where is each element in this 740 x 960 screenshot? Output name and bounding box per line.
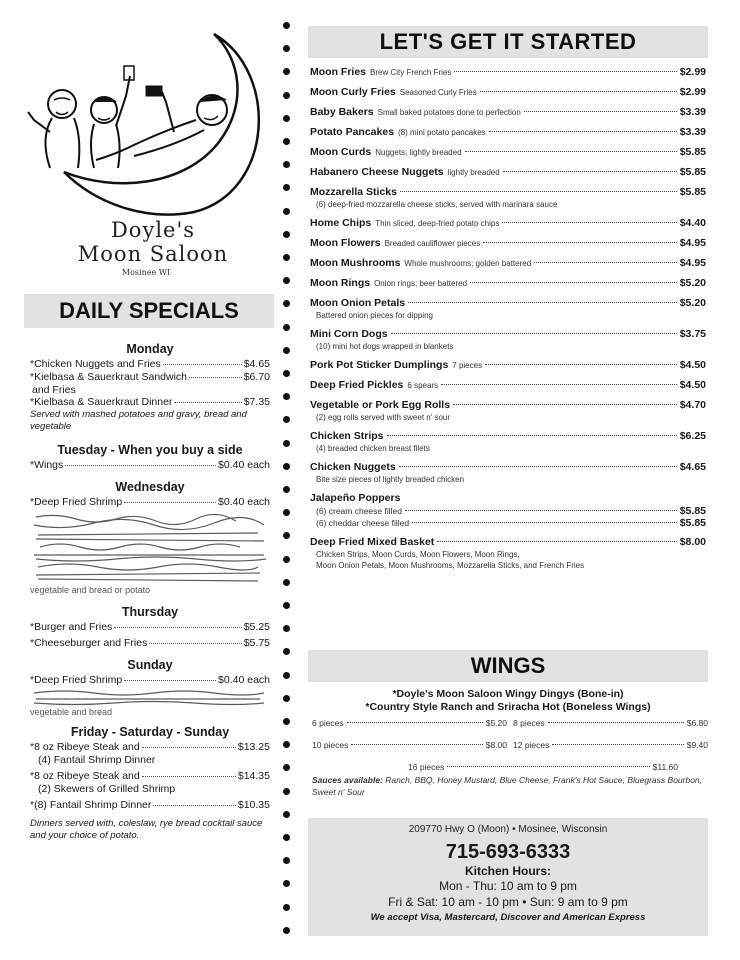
item-desc: Small baked potatoes done to perfection (377, 108, 521, 117)
item-name: Moon Mushrooms (310, 257, 401, 269)
special-note: Dinners served with, coleslaw, rye bread cocktail sauce and your choice of potato. (30, 818, 263, 841)
item-sub: (10) mini hot dogs wrapped in blankets (316, 342, 454, 351)
menu-item (310, 430, 706, 454)
day-heading-thursday: Thursday (121, 605, 179, 619)
item-desc: Whole mushrooms; golden battered (404, 259, 532, 268)
item-desc: Thin sliced, deep-fried potato chips (375, 219, 500, 228)
item-name: Deep Fried Pickles (310, 379, 404, 391)
item-name: Moon Rings (310, 277, 371, 289)
divider-dot (283, 834, 290, 841)
wings-line2: *Country Style Ranch and Sriracha Hot (Boneless Wings) (365, 701, 651, 713)
divider-dot (283, 416, 290, 423)
wings-heading (308, 688, 708, 714)
special-row (30, 358, 270, 371)
wing-count: 6 pieces (312, 718, 344, 728)
sauces-label: Sauces available: (312, 775, 383, 785)
menu-item-mixed-basket (310, 536, 706, 571)
item-name: Habanero Cheese Nuggets (310, 166, 444, 178)
special-sub: and Fries (32, 384, 76, 396)
divider-dot (283, 440, 290, 447)
item-price: $4.65 (679, 461, 706, 473)
item-desc: Brew City French Fries (370, 68, 452, 77)
item-price: $4.95 (679, 257, 706, 269)
menu-item-jalapeno-poppers (310, 492, 706, 529)
item-price: $4.70 (679, 399, 706, 411)
item-price: $5.85 (679, 186, 706, 198)
item-price: $2.99 (679, 66, 706, 78)
wing-price-row (513, 718, 708, 728)
special-price: $0.40 each (218, 674, 270, 686)
special-name: *Chicken Nuggets and Fries (30, 358, 161, 370)
special-name: *Kielbasa & Sauerkraut Dinner (30, 396, 173, 408)
item-name: Baby Bakers (310, 106, 374, 118)
right-column (308, 0, 708, 960)
special-name: *Wings (30, 459, 64, 471)
divider-dot (283, 22, 290, 29)
item-name: Moon Onion Petals (310, 297, 406, 309)
wing-count: 10 pieces (312, 740, 349, 750)
special-price: $4.65 (243, 358, 270, 370)
sauces-available (312, 774, 708, 798)
divider-dot (283, 254, 290, 261)
special-name: *(8) Fantail Shrimp Dinner (30, 799, 152, 811)
divider-dot (283, 463, 290, 470)
item-name: Moon Flowers (310, 237, 381, 249)
menu-item (310, 379, 706, 392)
special-price: $0.40 each (218, 459, 270, 471)
divider-dot (283, 904, 290, 911)
dot-divider (283, 22, 293, 952)
divider-dot (283, 625, 290, 632)
sauces-text: Ranch, BBQ, Honey Mustard, Blue Cheese, Frank's Hot Sauce, Bluegrass Bourbon, Sweet n' Sour (312, 775, 703, 797)
moon-people-illustration (24, 22, 274, 222)
option-name: (6) cheddar cheese filled (316, 518, 410, 528)
special-price: $5.25 (243, 621, 270, 633)
item-desc: lightly breaded (447, 168, 500, 177)
menu-item (310, 399, 706, 423)
redaction-scribble (30, 511, 270, 603)
item-name: Potato Pancakes (310, 126, 395, 138)
divider-dot (283, 68, 290, 75)
special-price: $7.35 (243, 396, 270, 408)
wings-line1: *Doyle's Moon Saloon Wingy Dingys (Bone-in) (392, 688, 624, 700)
menu-item (310, 257, 706, 270)
day-heading-wednesday: Wednesday (115, 480, 185, 494)
divider-dot (283, 208, 290, 215)
wing-count: 12 pieces (513, 740, 550, 750)
daily-specials-banner: DAILY SPECIALS (24, 294, 274, 328)
item-name: Chicken Nuggets (310, 461, 396, 473)
divider-dot (283, 648, 290, 655)
item-name: Mini Corn Dogs (310, 328, 388, 340)
special-price: $6.70 (243, 371, 270, 383)
divider-dot (283, 347, 290, 354)
divider-dot (283, 45, 290, 52)
item-price: $3.39 (679, 126, 706, 138)
divider-dot (283, 277, 290, 284)
special-sub: (2) Skewers of Grilled Shrimp (38, 783, 176, 795)
item-price: $5.20 (679, 297, 706, 309)
logo-name-line2: Moon Saloon (77, 242, 229, 266)
divider-dot (283, 880, 290, 887)
divider-dot (283, 602, 290, 609)
item-price: $5.85 (679, 166, 706, 178)
option-name: (6) cream cheese filled (316, 506, 402, 516)
day-heading-sunday: Sunday (127, 658, 173, 672)
item-name: Chicken Strips (310, 430, 384, 442)
item-desc: (8) mini potato pancakes (398, 128, 486, 137)
divider-dot (283, 115, 290, 122)
item-name: Moon Curly Fries (310, 86, 396, 98)
day-heading-tuesday: Tuesday - When you buy a side (57, 443, 243, 457)
redacted-tail: vegetable and bread (30, 707, 113, 717)
appetizers-banner: LET'S GET IT STARTED (308, 26, 708, 58)
special-row (30, 741, 270, 754)
special-row (30, 396, 270, 409)
divider-dot (283, 509, 290, 516)
special-row (30, 459, 270, 472)
logo-name (68, 218, 238, 266)
day-heading-monday: Monday (126, 342, 174, 356)
menu-item (310, 186, 706, 210)
wing-count: 16 pieces (408, 762, 445, 772)
wing-price: $8.00 (485, 740, 507, 750)
item-option (310, 517, 706, 529)
special-price: $0.40 each (218, 496, 270, 508)
special-note: Served with mashed potatoes and gravy, bread and vegetable (30, 409, 247, 432)
divider-dot (283, 532, 290, 539)
item-sub: (4) breaded chicken breast filets (316, 444, 430, 453)
item-price: $4.50 (679, 379, 706, 391)
divider-dot (283, 857, 290, 864)
divider-dot (283, 927, 290, 934)
divider-dot (283, 695, 290, 702)
item-desc: Nuggets; lightly breaded (375, 148, 462, 157)
menu-item (310, 106, 706, 119)
menu-item (310, 359, 706, 372)
moon-saloon-logo (24, 22, 274, 282)
divider-dot (283, 764, 290, 771)
option-price: $5.85 (679, 505, 706, 517)
wing-price-row (312, 718, 507, 728)
phone-number: 715-693-6333 (445, 841, 571, 863)
divider-dot (283, 718, 290, 725)
wings-banner: WINGS (308, 650, 708, 682)
special-price: $10.35 (237, 799, 270, 811)
special-price: $14.35 (237, 770, 270, 782)
item-name: Pork Pot Sticker Dumplings (310, 359, 449, 371)
wing-price: $5.20 (485, 718, 507, 728)
menu-item (310, 297, 706, 321)
item-desc: Seasoned Curly Fries (399, 88, 477, 97)
wing-price: $9.40 (686, 740, 708, 750)
item-name: Vegetable or Pork Egg Rolls (310, 399, 451, 411)
menu-item (310, 66, 706, 79)
item-price: $2.99 (679, 86, 706, 98)
logo-location: Mosinee WI (121, 268, 171, 277)
divider-dot (283, 138, 290, 145)
special-price: $5.75 (243, 637, 270, 649)
divider-dot (283, 393, 290, 400)
divider-dot (283, 92, 290, 99)
item-desc: 7 pieces (452, 361, 483, 370)
special-row (30, 770, 270, 783)
menu-item (310, 217, 706, 230)
divider-dot (283, 579, 290, 586)
item-name: Home Chips (310, 217, 372, 229)
item-price: $5.85 (679, 146, 706, 158)
wing-price-row (513, 740, 708, 750)
menu-item (310, 126, 706, 139)
kitchen-hours-title: Kitchen Hours: (464, 864, 551, 878)
hours-weekend: Fri & Sat: 10 am - 10 pm • Sun: 9 am to 9 pm (388, 895, 628, 909)
special-sub: (4) Fantail Shrimp Dinner (38, 754, 156, 766)
divider-dot (283, 184, 290, 191)
divider-dot (283, 486, 290, 493)
payment-methods: We accept Visa, Mastercard, Discover and American Express (370, 912, 646, 923)
item-desc: Breaded cauliflower pieces (384, 239, 481, 248)
item-name: Moon Curds (310, 146, 372, 158)
special-name: *Burger and Fries (30, 621, 113, 633)
item-sub: Moon Onion Petals, Moon Mushrooms, Mozzarella Sticks, and French Fries (316, 561, 585, 570)
info-box (308, 818, 708, 936)
daily-specials-list (30, 338, 270, 842)
wing-price: $11.60 (652, 762, 678, 772)
wing-price: $6.80 (686, 718, 708, 728)
item-price: $5.20 (679, 277, 706, 289)
divider-dot (283, 370, 290, 377)
item-price: $6.25 (679, 430, 706, 442)
item-sub: Battered onion pieces for dipping (316, 311, 433, 320)
redacted-tail: vegetable and bread or potato (30, 585, 151, 595)
divider-dot (283, 788, 290, 795)
menu-item (310, 237, 706, 250)
item-sub: Bite size pieces of lightly breaded chicken (316, 475, 465, 484)
item-price: $4.95 (679, 237, 706, 249)
option-price: $5.85 (679, 517, 706, 529)
item-price: $3.75 (679, 328, 706, 340)
special-row (30, 496, 270, 509)
item-option (310, 505, 706, 517)
divider-dot (283, 741, 290, 748)
item-name: Jalapeño Poppers (310, 492, 401, 504)
divider-dot (283, 300, 290, 307)
special-row (30, 621, 270, 634)
menu-item (310, 166, 706, 179)
special-name: *Cheeseburger and Fries (30, 637, 148, 649)
divider-dot (283, 672, 290, 679)
special-name: *Deep Fried Shrimp (30, 496, 123, 508)
wing-count: 8 pieces (513, 718, 545, 728)
special-name: *Deep Fried Shrimp (30, 674, 123, 686)
special-name: *8 oz Ribeye Steak and (30, 770, 140, 782)
item-price: $8.00 (679, 536, 706, 548)
special-price: $13.25 (237, 741, 270, 753)
divider-dot (283, 161, 290, 168)
special-name: *8 oz Ribeye Steak and (30, 741, 140, 753)
menu-item (310, 277, 706, 290)
redaction-scribble (30, 689, 270, 719)
item-sub: (2) egg rolls served with sweet n' sour (316, 413, 451, 422)
appetizer-list (310, 66, 706, 578)
item-desc: Onion rings; beer battered (374, 279, 468, 288)
special-row (30, 674, 270, 687)
hours-weekday: Mon - Thu: 10 am to 9 pm (439, 879, 577, 893)
special-row (30, 371, 270, 384)
divider-dot (283, 811, 290, 818)
item-name: Moon Fries (310, 66, 367, 78)
wing-price-row (408, 762, 678, 772)
item-price: $4.50 (679, 359, 706, 371)
divider-dot (283, 556, 290, 563)
menu-item (310, 146, 706, 159)
menu-item (310, 328, 706, 352)
item-price: $4.40 (679, 217, 706, 229)
item-sub: (6) deep-fried mozzarella cheese sticks, served with marinara sauce (316, 200, 558, 209)
special-row (30, 637, 270, 650)
divider-dot (283, 231, 290, 238)
item-sub: Chicken Strips, Moon Curds, Moon Flowers, Moon Rings, (316, 550, 520, 559)
day-heading-weekend: Friday - Saturday - Sunday (70, 725, 230, 739)
logo-name-line1: Doyle's (110, 218, 196, 242)
special-row (30, 799, 270, 812)
address: 209770 Hwy O (Moon) • Mosinee, Wisconsin (408, 824, 608, 835)
menu-item (310, 461, 706, 485)
left-column (24, 0, 274, 960)
wing-price-row (312, 740, 507, 750)
divider-dot (283, 324, 290, 331)
item-name: Deep Fried Mixed Basket (310, 536, 435, 548)
item-desc: 6 spears (407, 381, 439, 390)
item-name: Mozzarella Sticks (310, 186, 397, 198)
item-price: $3.39 (679, 106, 706, 118)
special-name: *Kielbasa & Sauerkraut Sandwich (30, 371, 188, 383)
menu-item (310, 86, 706, 99)
